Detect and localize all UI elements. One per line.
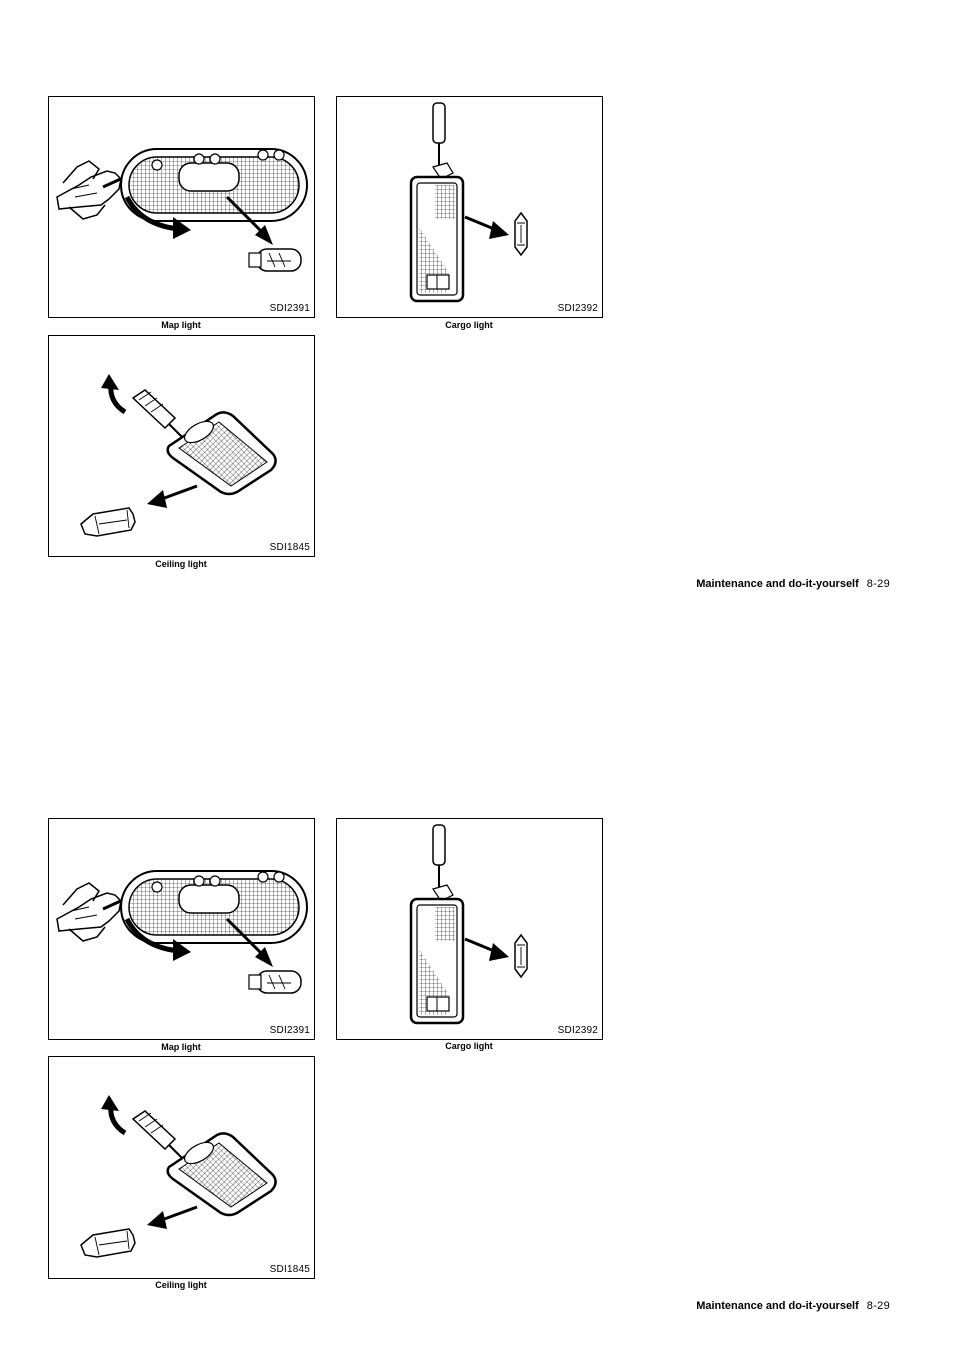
cargo-light-illustration [337,819,604,1041]
ceiling-light-caption: Ceiling light [155,1280,207,1290]
ceiling-light-caption: Ceiling light [155,559,207,569]
figure-code: SDI2392 [557,1025,598,1036]
cargo-light-illustration [337,97,604,319]
ceiling-light-figure [48,335,315,557]
ceiling-light-figure [48,1056,315,1279]
ceiling-light-illustration [49,336,316,558]
map-light-caption: Map light [161,1042,201,1052]
cargo-light-figure [336,96,603,318]
ceiling-light-illustration [49,1057,316,1280]
figure-code: SDI1845 [269,1264,310,1275]
footer-page-number: 8-29 [866,578,890,590]
cargo-light-caption: Cargo light [445,1041,493,1051]
figure-code: SDI2391 [269,303,310,314]
map-light-figure [48,96,315,318]
figure-code: SDI2391 [269,1025,310,1036]
cargo-light-figure [336,818,603,1040]
map-light-caption: Map light [161,320,201,330]
map-light-illustration [49,97,316,319]
map-light-illustration [49,819,316,1041]
map-light-figure [48,818,315,1040]
figure-code: SDI1845 [269,542,310,553]
footer-section-title: Maintenance and do-it-yourself [696,1300,859,1312]
footer-page-number: 8-29 [866,1300,890,1312]
page-footer [696,578,890,590]
figure-code: SDI2392 [557,303,598,314]
footer-section-title: Maintenance and do-it-yourself [696,578,859,590]
page-footer [696,1300,890,1312]
cargo-light-caption: Cargo light [445,320,493,330]
